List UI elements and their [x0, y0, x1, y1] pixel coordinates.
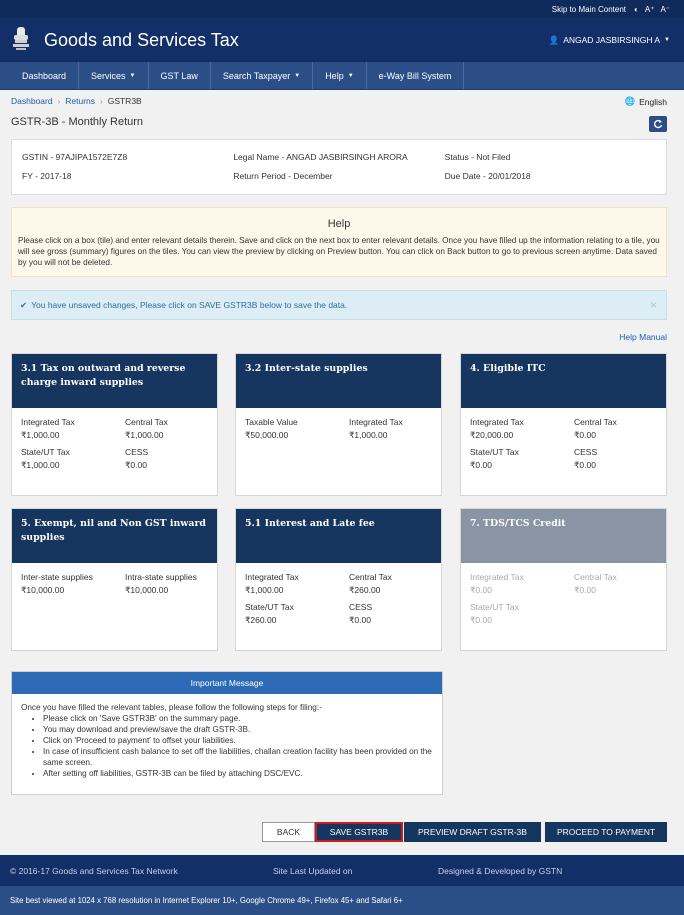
- tile-5[interactable]: [11, 508, 218, 651]
- help-panel: [11, 207, 667, 277]
- tile-label: State/UT Tax: [21, 447, 70, 457]
- important-intro: Once you have filled the relevant tables, please follow the following steps for filing:-: [21, 703, 322, 712]
- tile-value: ₹0.00: [574, 460, 596, 470]
- breadcrumb-returns[interactable]: Returns: [65, 96, 96, 106]
- tile-label: CESS: [349, 602, 373, 612]
- chevron-right-icon: ›: [57, 96, 61, 106]
- tile-title: 4. Eligible ITC: [461, 354, 666, 408]
- return-info-panel: [11, 139, 667, 195]
- chevron-down-icon: ▼: [664, 37, 670, 43]
- tile-value: ₹0.00: [574, 585, 596, 595]
- tile-3-1[interactable]: [11, 353, 218, 496]
- tile-title: 3.1 Tax on outward and reverse charge inward supplies: [12, 354, 217, 408]
- tile-label: Inter-state supplies: [21, 572, 93, 582]
- tile-label: Intra-state supplies: [125, 572, 197, 582]
- proceed-to-payment-button[interactable]: PROCEED TO PAYMENT: [545, 822, 667, 842]
- tile-value: ₹0.00: [470, 460, 492, 470]
- page-title: GSTR-3B - Monthly Return: [11, 116, 144, 128]
- skip-to-main-link[interactable]: Skip to Main Content: [551, 4, 627, 14]
- legal-name-value: Legal Name - ANGAD JASBIRSINGH ARORA: [233, 152, 408, 162]
- return-period-value: Return Period - December: [233, 171, 333, 181]
- tile-value: ₹260.00: [245, 615, 277, 625]
- important-message-panel: [11, 671, 443, 795]
- tile-5-1[interactable]: [235, 508, 442, 651]
- chevron-right-icon: ›: [100, 96, 103, 106]
- breadcrumb-current: GSTR3B: [107, 96, 142, 106]
- tile-label: Integrated Tax: [349, 417, 403, 427]
- save-gstr3b-button[interactable]: SAVE GSTR3B: [315, 822, 403, 842]
- site-title[interactable]: Goods and Services Tax: [44, 29, 239, 50]
- nav-search-taxpayer[interactable]: Search Taxpayer ▼: [211, 62, 313, 89]
- national-emblem-icon[interactable]: [10, 25, 32, 55]
- tile-label: Integrated Tax: [470, 572, 524, 582]
- tile-label: State/UT Tax: [245, 602, 294, 612]
- tile-label: Central Tax: [349, 572, 392, 582]
- main-nav: [0, 62, 684, 90]
- tile-value: ₹0.00: [125, 460, 147, 470]
- alert-text: You have unsaved changes, Please click on SAVE GSTR3B below to save the data.: [31, 300, 348, 310]
- tile-3-2[interactable]: [235, 353, 442, 496]
- nav-gst-law[interactable]: GST Law: [149, 62, 211, 89]
- tile-label: Integrated Tax: [21, 417, 75, 427]
- tile-value: ₹0.00: [349, 615, 371, 625]
- fy-value: FY - 2017-18: [22, 171, 72, 181]
- help-manual-link[interactable]: Help Manual: [619, 332, 667, 342]
- tile-value: ₹1,000.00: [21, 430, 60, 440]
- globe-icon: 🌐: [624, 96, 636, 106]
- unsaved-changes-alert: [11, 290, 667, 320]
- footer-designed: Designed & Developed by GSTN: [438, 865, 563, 876]
- font-increase-button[interactable]: A⁺: [644, 4, 655, 14]
- list-item: • Click on 'Proceed to payment' to offset your liabilities.: [43, 735, 433, 746]
- tile-value: ₹1,000.00: [349, 430, 388, 440]
- tile-4[interactable]: [460, 353, 667, 496]
- tile-label: Central Tax: [125, 417, 168, 427]
- tile-label: Taxable Value: [245, 417, 298, 427]
- tile-value: ₹1,000.00: [245, 585, 284, 595]
- important-message-title: Important Message: [12, 672, 442, 694]
- status-value: Status - Not Filed: [444, 152, 511, 162]
- due-date-value: Due Date - 20/01/2018: [444, 171, 531, 181]
- nav-services[interactable]: Services ▼: [79, 62, 148, 89]
- tile-label: Integrated Tax: [245, 572, 299, 582]
- tile-7: [460, 508, 667, 651]
- top-utility-bar: [0, 0, 684, 18]
- chevron-down-icon: ▼: [129, 72, 136, 79]
- list-item: • After setting off liabilities, GSTR-3B can be filed by attaching DSC/EVC.: [43, 768, 433, 779]
- contrast-icon[interactable]: ◐: [634, 4, 639, 14]
- tile-title: 3.2 Inter-state supplies: [236, 354, 441, 408]
- refresh-button[interactable]: [649, 116, 667, 132]
- tile-label: State/UT Tax: [470, 602, 519, 612]
- refresh-icon: [653, 119, 663, 129]
- tile-value: ₹1,000.00: [21, 460, 60, 470]
- language-selector[interactable]: [625, 96, 667, 107]
- list-item: • You may download and preview/save the draft GSTR-3B.: [43, 724, 433, 735]
- font-decrease-button[interactable]: A⁻: [660, 4, 670, 14]
- tile-value: ₹10,000.00: [21, 585, 65, 595]
- breadcrumb-dashboard[interactable]: Dashboard: [11, 96, 53, 106]
- preview-draft-button[interactable]: PREVIEW DRAFT GSTR-3B: [404, 822, 541, 842]
- site-footer: [0, 855, 684, 886]
- breadcrumb: [11, 96, 142, 106]
- language-label: English: [639, 96, 667, 107]
- gstin-value: GSTIN - 97AJIPA1572E7Z8: [22, 152, 128, 162]
- chevron-down-icon: ▼: [347, 72, 354, 79]
- tile-value: ₹20,000.00: [470, 430, 514, 440]
- tile-value: ₹0.00: [470, 615, 492, 625]
- footer-updated: Site Last Updated on: [273, 865, 353, 876]
- tile-value: ₹0.00: [470, 585, 492, 595]
- user-name: ANGAD JASBIRSINGH A: [563, 35, 661, 45]
- tile-label: Central Tax: [574, 572, 617, 582]
- tile-value: ₹0.00: [574, 430, 596, 440]
- footer-copyright: © 2016-17 Goods and Services Tax Network: [10, 865, 178, 876]
- tile-value: ₹1,000.00: [125, 430, 164, 440]
- tile-value: ₹10,000.00: [125, 585, 169, 595]
- close-icon[interactable]: ×: [649, 298, 657, 312]
- tile-value: ₹50,000.00: [245, 430, 289, 440]
- user-icon: 👤: [548, 34, 560, 45]
- tile-title: 5. Exempt, nil and Non GST inward supplies: [12, 509, 217, 563]
- list-item: • In case of insufficient cash balance to set off the liabilities, challan creation facility has been provided on the same screen.: [43, 746, 433, 768]
- tile-label: State/UT Tax: [470, 447, 519, 457]
- important-steps-list: [21, 713, 433, 779]
- help-title: Help: [327, 218, 351, 230]
- tile-title: 7. TDS/TCS Credit: [461, 509, 666, 563]
- browser-note: Site best viewed at 1024 x 768 resolution in Internet Explorer 10+, Google Chrome 49+, Firefox 45+ and Safari 6+: [0, 886, 684, 915]
- tile-value: ₹260.00: [349, 585, 381, 595]
- nav-help[interactable]: Help ▼: [313, 62, 366, 89]
- tile-title: 5.1 Interest and Late fee: [236, 509, 441, 563]
- check-circle-icon: ✔: [20, 299, 28, 310]
- nav-eway-bill[interactable]: e-Way Bill System: [367, 62, 465, 89]
- user-menu[interactable]: [549, 35, 670, 46]
- back-button[interactable]: BACK: [262, 822, 315, 842]
- tile-label: CESS: [574, 447, 598, 457]
- tile-label: Integrated Tax: [470, 417, 524, 427]
- help-text: Please click on a box (tile) and enter relevant details therein. Save and click on the next box to enter relevant details. Once you have filled up the information relating to a tile, you will see gross (summary) figures on the tiles. You can view the preview by clicking on Preview button. You can click on Back button to go to previous screen anytime. Data saved by you will not be deleted.: [18, 236, 660, 268]
- chevron-down-icon: ▼: [294, 72, 301, 79]
- tile-label: Central Tax: [574, 417, 617, 427]
- site-header: [0, 18, 684, 62]
- tile-label: CESS: [125, 447, 149, 457]
- nav-dashboard[interactable]: Dashboard: [10, 62, 79, 89]
- list-item: • Please click on 'Save GSTR3B' on the summary page.: [43, 713, 433, 724]
